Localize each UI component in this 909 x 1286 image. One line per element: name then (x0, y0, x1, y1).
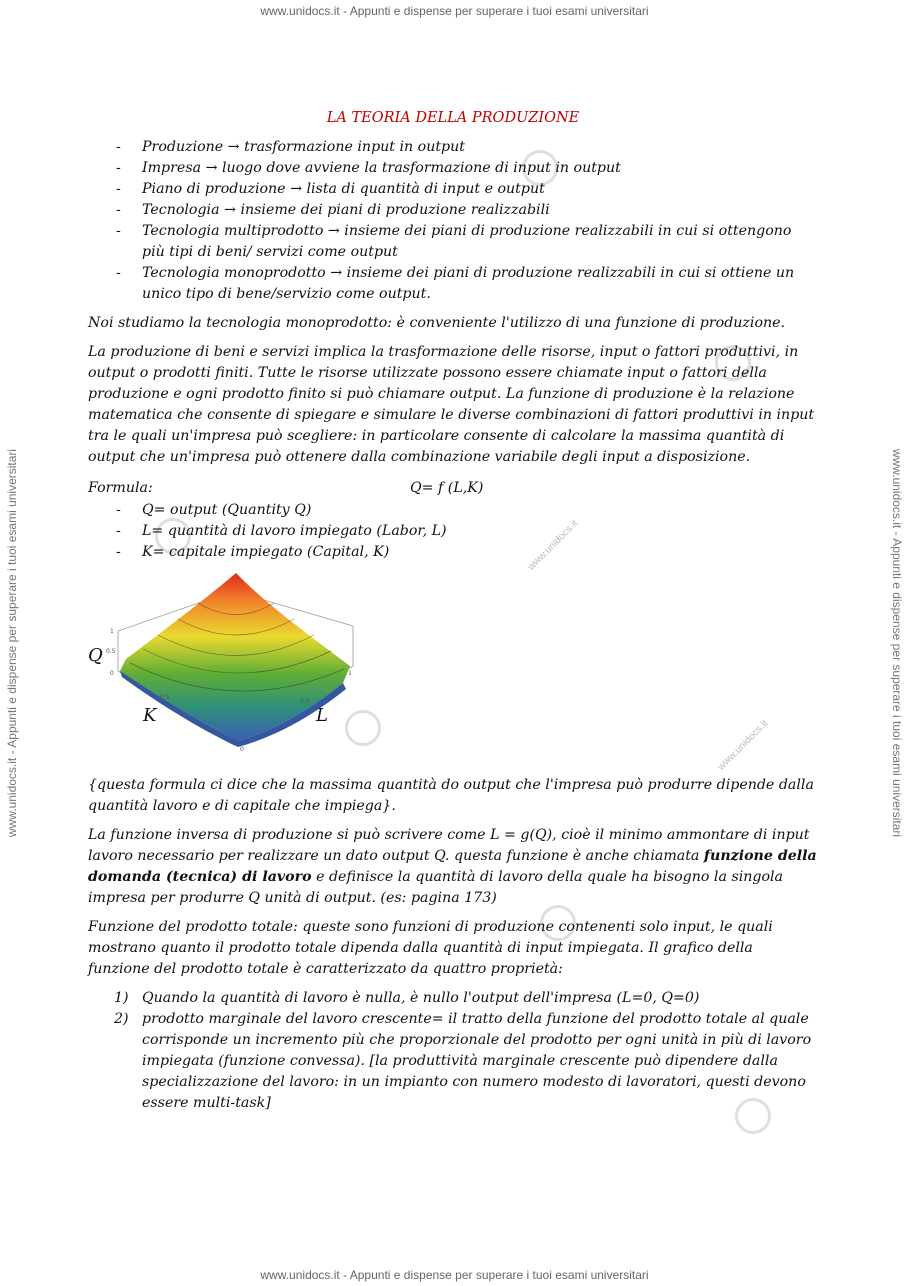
list-item: - Piano di produzione → lista di quantità di input e output (116, 181, 545, 197)
list-item: 1) Quando la quantità di lavoro è nulla, è nullo l'output dell'impresa (L=0, Q=0) (114, 990, 700, 1006)
list-item: 2) prodotto marginale del lavoro crescente= il tratto della funzione del prodotto totale al quale corrisponde un incremento più che proporzionale del prodotto per ogni unità in più di lavoro impiegata (funzione convessa). [la produttività marginale crescente può dipendere dalla specializzazione del lavoro: in un impianto con numero modesto di lavoratori, questi devono essere multi-task] (114, 1011, 812, 1111)
tick-label: 1 (126, 676, 130, 683)
watermark-diagonal: www.unidocs.it (525, 518, 581, 573)
property-list (88, 988, 818, 1114)
tick-label: 0.5 (160, 694, 170, 701)
paragraph: La produzione di beni e servizi implica la trasformazione delle risorse, input o fattori produttivi, in output o prodotti finiti. Tutte le risorse utilizzate possono essere chiamate input o fattori della produzione e ogni prodotto finito si può chiamare output. La funzione di produzione è la relazione matematica che consente di spiegare e simulare le diverse combinazioni di fattori produttivi in input tra le quali un'impresa può scegliere: in particolare consente di calcolare la massima quantità di output che un'impresa può ottenere dalla combinazione variabile degli input a disposizione. (88, 344, 815, 465)
tick-label: 1 (110, 628, 114, 635)
list-item: - Produzione → trasformazione input in output (116, 139, 465, 155)
paragraph: Funzione del prodotto totale: queste sono funzioni di produzione contenenti solo input, le quali mostrano quanto il prodotto totale dipenda dalla quantità di input impiegata. Il grafico della funzione del prodotto totale è caratterizzato da quattro proprietà: (88, 919, 773, 977)
formula-expression: Q= f (L,K) (410, 480, 484, 496)
paragraph: La funzione inversa di produzione si può scrivere come L = g(Q), cioè il minimo ammontare di input lavoro necessario per realizzare un dato output Q. questa funzione è anche chiamata funzione della domanda (tecnica) di lavoro e definisce la quantità di lavoro della quale ha bisogno la singola impresa per produrre Q unità di output. (es: pagina 173) (88, 827, 817, 906)
surface-svg (88, 571, 368, 761)
paragraph: Noi studiamo la tecnologia monoprodotto: è conveniente l'utilizzo di una funzione di produzione. (88, 315, 786, 331)
formula-label: Formula: (88, 480, 153, 496)
watermark-top: www.unidocs.it - Appunti e dispense per superare i tuoi esami universitari (260, 4, 649, 18)
list-item: - L= quantità di lavoro impiegato (Labor, L) (116, 523, 447, 539)
production-surface-plot (88, 571, 368, 761)
paragraph: {questa formula ci dice che la massima quantità do output che l'impresa può produrre dipende dalla quantità lavoro e di capitale che impiega}. (88, 777, 814, 814)
tick-label: 0.5 (106, 648, 116, 655)
bold-term: funzione della domanda (tecnica) di lavoro (88, 848, 817, 885)
tick-label: 0 (240, 746, 244, 753)
watermark-left: www.unidocs.it - Appunti e dispense per superare i tuoi esami universitari (5, 448, 19, 838)
watermark-bottom: www.unidocs.it - Appunti e dispense per superare i tuoi esami universitari (260, 1268, 649, 1282)
list-item: - Tecnologia multiprodotto → insieme dei piani di produzione realizzabili in cui si ottengono più tipi di beni/ servizi come output (116, 223, 792, 260)
list-item: - Tecnologia → insieme dei piani di produzione realizzabili (116, 202, 550, 218)
list-item: - Impresa → luogo dove avviene la trasformazione di input in output (116, 160, 621, 176)
axis-label-q: Q (88, 645, 103, 666)
watermark-diagonal: www.unidocs.it (715, 718, 771, 773)
variable-list (88, 500, 818, 563)
watermark-right: www.unidocs.it - Appunti e dispense per superare i tuoi esami universitari (890, 448, 904, 838)
list-item: - Q= output (Quantity Q) (116, 502, 312, 518)
definition-list (88, 137, 818, 305)
axis-label-l: L (316, 705, 328, 726)
page-title: LA TEORIA DELLA PRODUZIONE (326, 110, 580, 126)
axis-label-k: K (143, 705, 157, 726)
list-item: - Tecnologia monoprodotto → insieme dei piani di produzione realizzabili in cui si ottiene un unico tipo di bene/servizio come output. (116, 265, 795, 302)
tick-label: 1 (348, 670, 352, 677)
document-body (88, 108, 818, 1114)
formula (88, 478, 818, 500)
list-item: - K= capitale impiegato (Capital, K) (116, 544, 390, 560)
tick-label: 0 (110, 670, 114, 677)
tick-label: 0.5 (300, 698, 310, 705)
